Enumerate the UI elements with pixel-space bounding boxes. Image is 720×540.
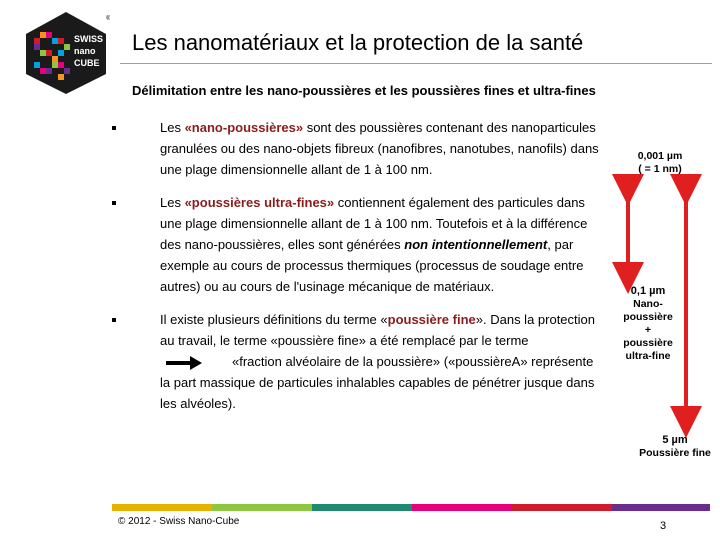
bullet-text: , par exemple au cours de processus thermiques (processus de soudage entre autres) ou au cours de l'usinage mécanique de matériaux.: [160, 237, 584, 294]
title-divider: [120, 63, 712, 64]
page-number: 3: [660, 520, 667, 532]
scale-mid-line4: ultra-fine: [625, 350, 671, 362]
bullet-text: Les: [160, 195, 185, 210]
slide-subtitle: Délimitation entre les nano-poussières et les poussières fines et ultra-fines: [132, 83, 596, 98]
bullet-marker: [112, 201, 116, 205]
bullet-term: poussière fine: [387, 312, 476, 327]
arrow-right-icon: [166, 356, 202, 370]
slide-title: Les nanomatériaux et la protection de la santé: [132, 30, 584, 55]
logo-registered-mark: ®: [106, 16, 110, 22]
bullet-term: «nano-poussières»: [184, 120, 304, 135]
scale-label-top: [620, 150, 700, 176]
bullet-text: «fraction alvéolaire de la poussière» («poussièreA» représente la part massique de particules inhalables capables de pénétrer jusque dans les alvéoles).: [160, 354, 595, 411]
bullet-text: ». Dans la protection au travail, le terme «poussière fine» a été remplacé par le terme: [160, 312, 595, 348]
bullet-marker: [112, 126, 116, 130]
size-scale: [600, 140, 720, 470]
bullet-nano-poussieres: [112, 117, 602, 180]
scale-mid-line3: poussière: [623, 337, 673, 349]
bullet-marker: [112, 318, 116, 322]
bullet-poussieres-ultra-fines: [112, 192, 602, 297]
footer-copyright: © 2012 - Swiss Nano-Cube: [118, 516, 240, 527]
scale-label-bottom: [630, 434, 720, 460]
footer-color-bar: [112, 504, 710, 511]
swiss-nano-cube-logo: [22, 10, 110, 96]
scale-top-note: ( = 1 nm): [638, 163, 682, 175]
bullet-term: «poussières ultra-fines»: [184, 195, 335, 210]
bullet-text: Il existe plusieurs définitions du terme «: [160, 312, 388, 327]
bullet-text: sont des poussières contenant des nanoparticules granulées ou des nano-objets fibreux (nanofibres, nanotubes, nanofils) dans une plage dimensionnelle allant de 1 à 100 nm.: [160, 120, 599, 177]
logo-text-swiss: SWISS: [74, 34, 104, 44]
scale-bottom-label: Poussière fine: [639, 447, 711, 459]
scale-mid-line2: poussière: [623, 311, 673, 323]
logo-text-cube: CUBE: [74, 58, 100, 68]
scale-bottom-value: 5 µm: [662, 434, 688, 446]
logo-text-nano: nano: [74, 46, 96, 56]
scale-mid-plus: +: [644, 324, 652, 336]
bullet-list: [112, 117, 602, 414]
scale-label-mid: [600, 285, 696, 363]
scale-mid-line1: Nano-: [633, 298, 663, 310]
scale-top-value: 0,001 µm: [637, 150, 683, 162]
bullet-text: contiennent également des particules dans une plage dimensionnelle allant de 1 à 100 nm. Toutefois et à la différence des nano-poussières, elles sont générées: [160, 195, 588, 252]
bullet-emphasis: non intentionnellement: [404, 237, 548, 252]
bullet-text: Les: [160, 120, 185, 135]
scale-mid-value: 0,1 µm: [630, 285, 666, 297]
bullet-poussiere-fine: [112, 309, 602, 414]
